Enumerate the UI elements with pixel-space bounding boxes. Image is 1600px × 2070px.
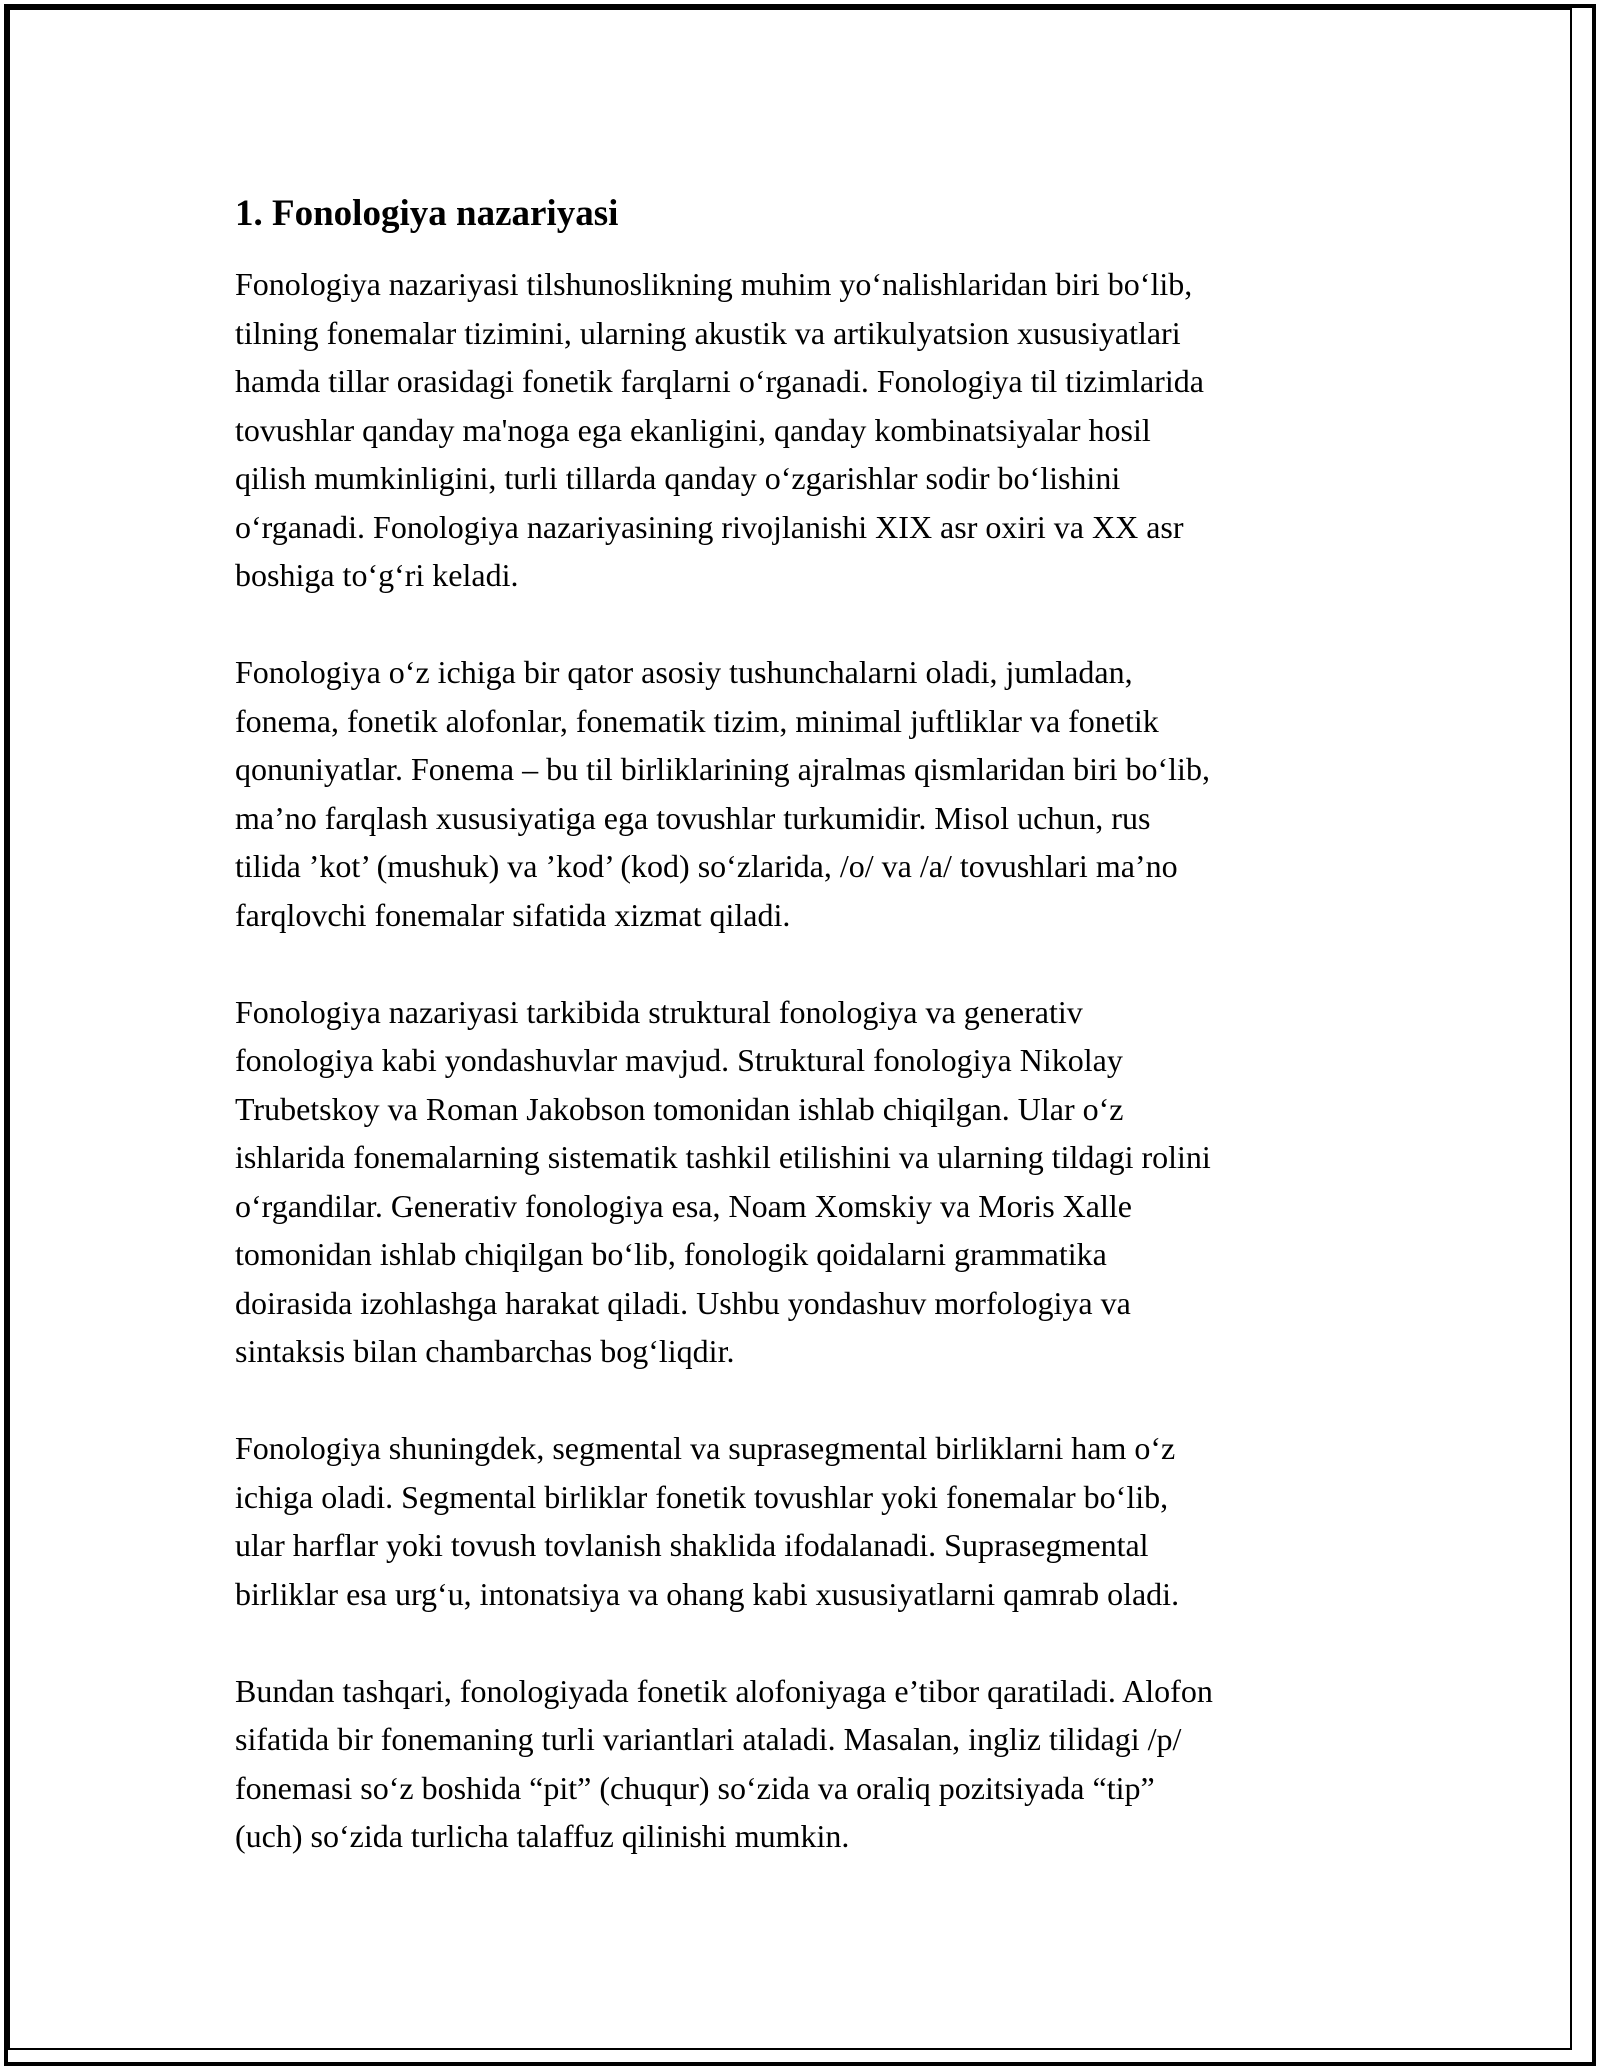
text-line: fonologiya kabi yondashuvlar mavjud. Struktural fonologiya Nikolay (235, 1042, 1123, 1078)
text-line: tilida ’kot’ (mushuk) va ’kod’ (kod) so‘zlarida, /o/ va /a/ tovushlari ma’no (235, 848, 1178, 884)
section-heading: 1. Fonologiya nazariyasi (235, 193, 619, 234)
paragraph-4 (235, 1424, 1365, 1618)
text-line: boshiga to‘g‘ri keladi. (235, 557, 519, 593)
text-line: sifatida bir fonemaning turli variantlari ataladi. Masalan, ingliz tilidagi /p/ (235, 1721, 1182, 1757)
text-line: hamda tillar orasidagi fonetik farqlarni o‘rganadi. Fonologiya til tizimlarida (235, 363, 1204, 399)
text-line: o‘rganadi. Fonologiya nazariyasining rivojlanishi XIX asr oxiri va XX asr (235, 508, 1184, 545)
text-line: Fonologiya nazariyasi tarkibida struktural fonologiya va generativ (235, 993, 1083, 1030)
paragraph-2 (235, 648, 1365, 939)
text-line: sintaksis bilan chambarchas bog‘liqdir. (235, 1333, 735, 1369)
text-line: fonema, fonetik alofonlar, fonematik tizim, minimal juftliklar va fonetik (235, 702, 1159, 739)
document-body (235, 190, 1365, 1909)
text-line: o‘rgandilar. Generativ fonologiya esa, Noam Xomskiy va Moris Xalle (235, 1187, 1132, 1224)
text-line: ichiga oladi. Segmental birliklar fonetik tovushlar yoki fonemalar bo‘lib, (235, 1478, 1169, 1515)
text-line: tomonidan ishlab chiqilgan bo‘lib, fonologik qoidalarni grammatika (235, 1236, 1107, 1272)
text-line: Fonologiya o‘z ichiga bir qator asosiy tushunchalarni oladi, jumladan, (235, 654, 1133, 690)
text-line: qilish mumkinligini, turli tillarda qanday o‘zgarishlar sodir bo‘lishini (235, 460, 1121, 496)
text-line: farqlovchi fonemalar sifatida xizmat qiladi. (235, 896, 791, 933)
text-line: tovushlar qanday ma'noga ega ekanligini, qanday kombinatsiyalar hosil (235, 411, 1151, 448)
text-line: doirasida izohlashga harakat qiladi. Ushbu yondashuv morfologiya va (235, 1284, 1131, 1321)
text-line: Fonologiya nazariyasi tilshunoslikning muhim yo‘nalishlaridan biri bo‘lib, (235, 266, 1193, 302)
text-line: Trubetskoy va Roman Jakobson tomonidan ishlab chiqilgan. Ular o‘z (235, 1090, 1124, 1127)
paragraph-5 (235, 1667, 1365, 1861)
text-line: ma’no farqlash xususiyatiga ega tovushlar turkumidir. Misol uchun, rus (235, 799, 1151, 836)
text-line: ular harflar yoki tovush tovlanish shaklida ifodalanadi. Suprasegmental (235, 1527, 1149, 1563)
text-line: (uch) so‘zida turlicha talaffuz qilinishi mumkin. (235, 1818, 850, 1854)
text-line: Bundan tashqari, fonologiyada fonetik alofoniyaga e’tibor qaratiladi. Alofon (235, 1672, 1213, 1709)
text-line: qonuniyatlar. Fonema – bu til birliklarining ajralmas qismlaridan biri bo‘lib, (235, 751, 1210, 787)
text-line: fonemasi so‘z boshida “pit” (chuqur) so‘zida va oraliq pozitsiyada “tip” (235, 1769, 1155, 1806)
text-line: tilning fonemalar tizimini, ularning akustik va artikulyatsion xususiyatlari (235, 314, 1181, 351)
paragraph-1 (235, 260, 1365, 600)
text-line: birliklar esa urg‘u, intonatsiya va ohang kabi xususiyatlarni qamrab oladi. (235, 1575, 1180, 1612)
paragraph-3 (235, 988, 1365, 1376)
text-line: ishlarida fonemalarning sistematik tashkil etilishini va ularning tildagi rolini (235, 1139, 1211, 1175)
text-line: Fonologiya shuningdek, segmental va suprasegmental birliklarni ham o‘z (235, 1430, 1176, 1466)
